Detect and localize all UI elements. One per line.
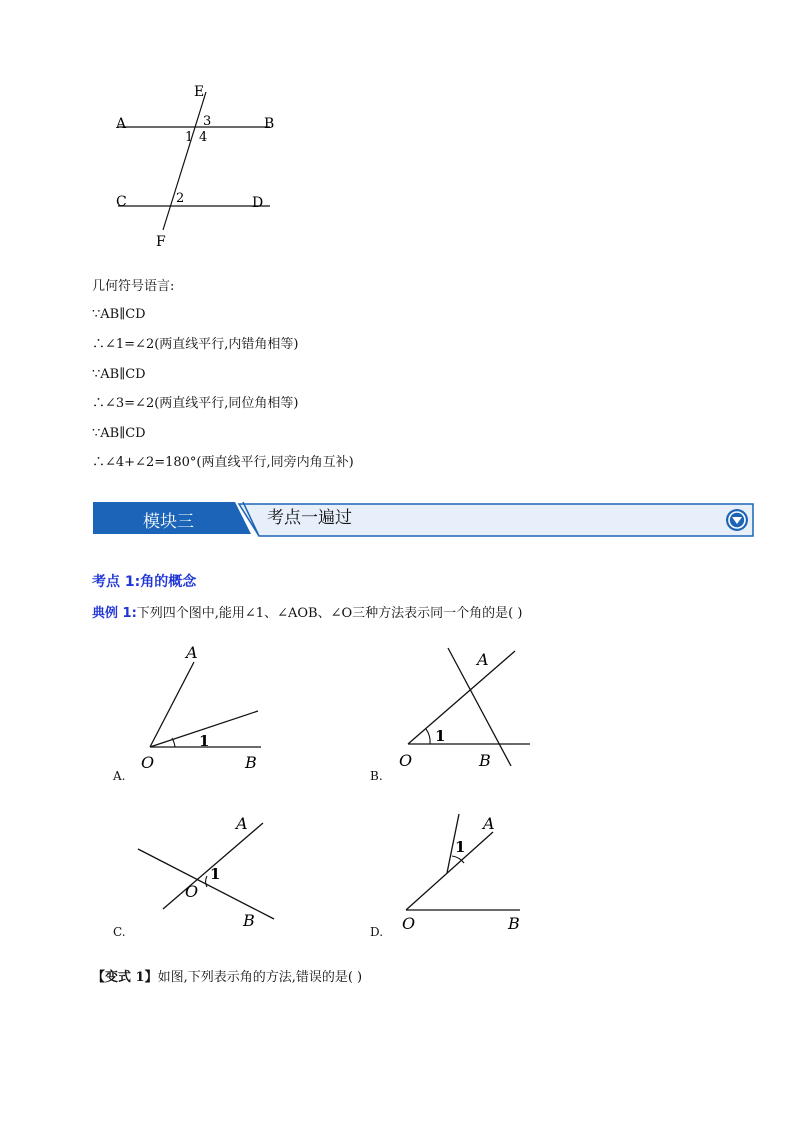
option-c-label-a: A <box>236 814 248 833</box>
option-b-label-b: B <box>479 751 491 770</box>
label-f: F <box>156 234 166 250</box>
option-c-label-o: O <box>185 882 199 901</box>
kaodian-title: 考点 1:角的概念 <box>92 574 197 590</box>
option-d-label-a: A <box>483 814 495 833</box>
option-a-label-1: 1 <box>199 732 210 750</box>
proof-line-3: ∵AB∥CD <box>92 367 146 382</box>
label-d: D <box>252 195 264 211</box>
banner-left-label: 模块三 <box>143 512 194 532</box>
option-a-label-o: O <box>141 753 155 772</box>
label-4: 4 <box>199 130 208 145</box>
option-d-label-b: B <box>508 914 520 933</box>
parallel-lines-figure <box>110 80 290 255</box>
option-a-label-a: A <box>186 643 198 662</box>
option-b-figure <box>393 640 538 775</box>
variant-1-label: 【变式 1】 <box>92 970 158 985</box>
option-d-label-1: 1 <box>455 838 466 856</box>
option-c-label-b: B <box>243 911 255 930</box>
option-d-label-o: O <box>402 914 416 933</box>
label-2: 2 <box>176 191 185 206</box>
proof-heading: 几何符号语言: <box>92 279 175 294</box>
proof-line-2: ∴∠1=∠2(两直线平行,内错角相等) <box>92 337 299 352</box>
chevron-down-circle-icon[interactable] <box>725 508 749 532</box>
option-c-figure <box>135 808 280 933</box>
option-c-label-1: 1 <box>210 865 221 883</box>
option-b-label[interactable]: B. <box>370 769 383 783</box>
option-a-label[interactable]: A. <box>113 769 126 783</box>
option-b-label-1: 1 <box>435 727 446 745</box>
option-a-label-b: B <box>245 753 257 772</box>
proof-line-5: ∵AB∥CD <box>92 426 146 441</box>
label-a: A <box>116 116 127 132</box>
label-1: 1 <box>185 130 194 145</box>
example-1-label: 典例 1: <box>92 606 137 621</box>
label-c: C <box>116 194 127 210</box>
section-banner <box>93 500 758 540</box>
example-1 <box>92 602 522 621</box>
option-b-label-a: A <box>477 650 489 669</box>
variant-1-text: 如图,下列表示角的方法,错误的是( ) <box>157 970 363 985</box>
option-d-label[interactable]: D. <box>370 925 384 939</box>
variant-1 <box>92 966 362 985</box>
proof-line-4: ∴∠3=∠2(两直线平行,同位角相等) <box>92 396 299 411</box>
proof-line-1: ∵AB∥CD <box>92 307 146 322</box>
option-c-label[interactable]: C. <box>113 925 126 939</box>
proof-line-6: ∴∠4+∠2=180°(两直线平行,同旁内角互补) <box>92 455 354 470</box>
label-e: E <box>194 84 205 100</box>
label-b: B <box>264 116 275 132</box>
example-1-text: 下列四个图中,能用∠1、∠AOB、∠O三种方法表示同一个角的是( ) <box>136 606 523 621</box>
banner-right-label: 考点一遍过 <box>267 508 352 528</box>
option-a-figure <box>135 640 275 775</box>
label-3: 3 <box>203 114 212 129</box>
line-ef <box>163 92 206 230</box>
option-b-label-o: O <box>399 751 413 770</box>
option-d-figure <box>393 808 538 933</box>
